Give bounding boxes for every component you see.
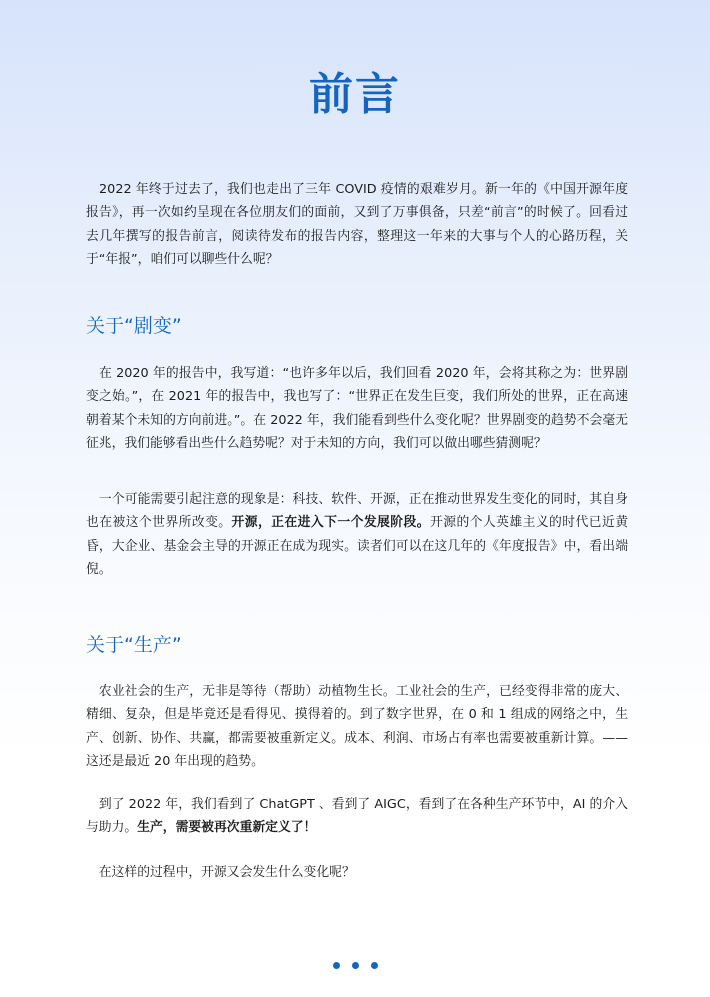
upheaval-emphasis: 开源，正在进入下一个发展阶段。 <box>231 515 430 531</box>
section-heading-upheaval: 关于“剧变” <box>86 315 182 337</box>
page-indicator <box>0 962 710 969</box>
intro-paragraph <box>86 178 628 272</box>
section-heading-production: 关于“生产” <box>86 634 182 656</box>
production-emphasis: 生产，需要被再次重新定义了！ <box>137 820 317 836</box>
production-paragraph-3 <box>86 861 628 884</box>
page-title: 前言 <box>309 69 401 120</box>
upheaval-text-1: 在 2020 年的报告中，我写道：“也许多年以后，我们回看 2020 年，会将其称之为：世界剧变之始。”，在 2021 年的报告中，我也写了：“世界正在发生巨变，我们所处的世界，正在高速朝着某个未知的方向前进。”。在 2022 年，我们能看到些什么变化呢？世界剧变的趋势不会毫无征兆，我们能够看出些什么趋势呢？对于未知的方向，我们可以做出哪些猜测呢？ <box>86 366 628 452</box>
production-text-2a: 到了 2022 年，我们看到了 ChatGPT 、看到了 AIGC，看到了在各种生产环节中，AI 的介入与助力。 <box>86 797 628 836</box>
upheaval-text-2b: 开源的个人英雄主义的时代已近黄昏，大企业、基金会主导的开源正在成为现实。读者们可以在这几年的《年度报告》中，看出端倪。 <box>86 515 629 578</box>
production-paragraph-2 <box>86 793 628 840</box>
production-text-1: 农业社会的生产，无非是等待（帮助）动植物生长。工业社会的生产，已经变得非常的庞大、精细、复杂，但是毕竟还是看得见、摸得着的。到了数字世界，在 0 和 1 组成的网络之中，生产、创新、协作、共赢，都需要被重新定义。成本、利润、市场占有率也需要被重新计算。——这还是最近 20 年出现的趋势。 <box>86 684 629 770</box>
production-paragraph-1 <box>86 680 628 774</box>
page-dot <box>352 962 359 969</box>
page-dot <box>371 962 378 969</box>
upheaval-paragraph-2 <box>86 488 628 582</box>
page-dot <box>333 962 340 969</box>
production-text-3: 在这样的过程中，开源又会发生什么变化呢？ <box>98 865 355 880</box>
upheaval-paragraph-1 <box>86 362 628 456</box>
intro-text: 2022 年终于过去了，我们也走出了三年 COVID 疫情的艰难岁月。新一年的《中国开源年度报告》，再一次如约呈现在各位朋友们的面前，又到了万事俱备，只差“前言”的时候了。回看过去几年撰写的报告前言，阅读待发布的报告内容，整理这一年来的大事与个人的心路历程，关于“年报”，咱们可以聊些什么呢？ <box>86 182 629 268</box>
upheaval-text-2a: 一个可能需要引起注意的现象是：科技、软件、开源，正在推动世界发生变化的同时，其自身也在被这个世界所改变。 <box>86 492 629 531</box>
